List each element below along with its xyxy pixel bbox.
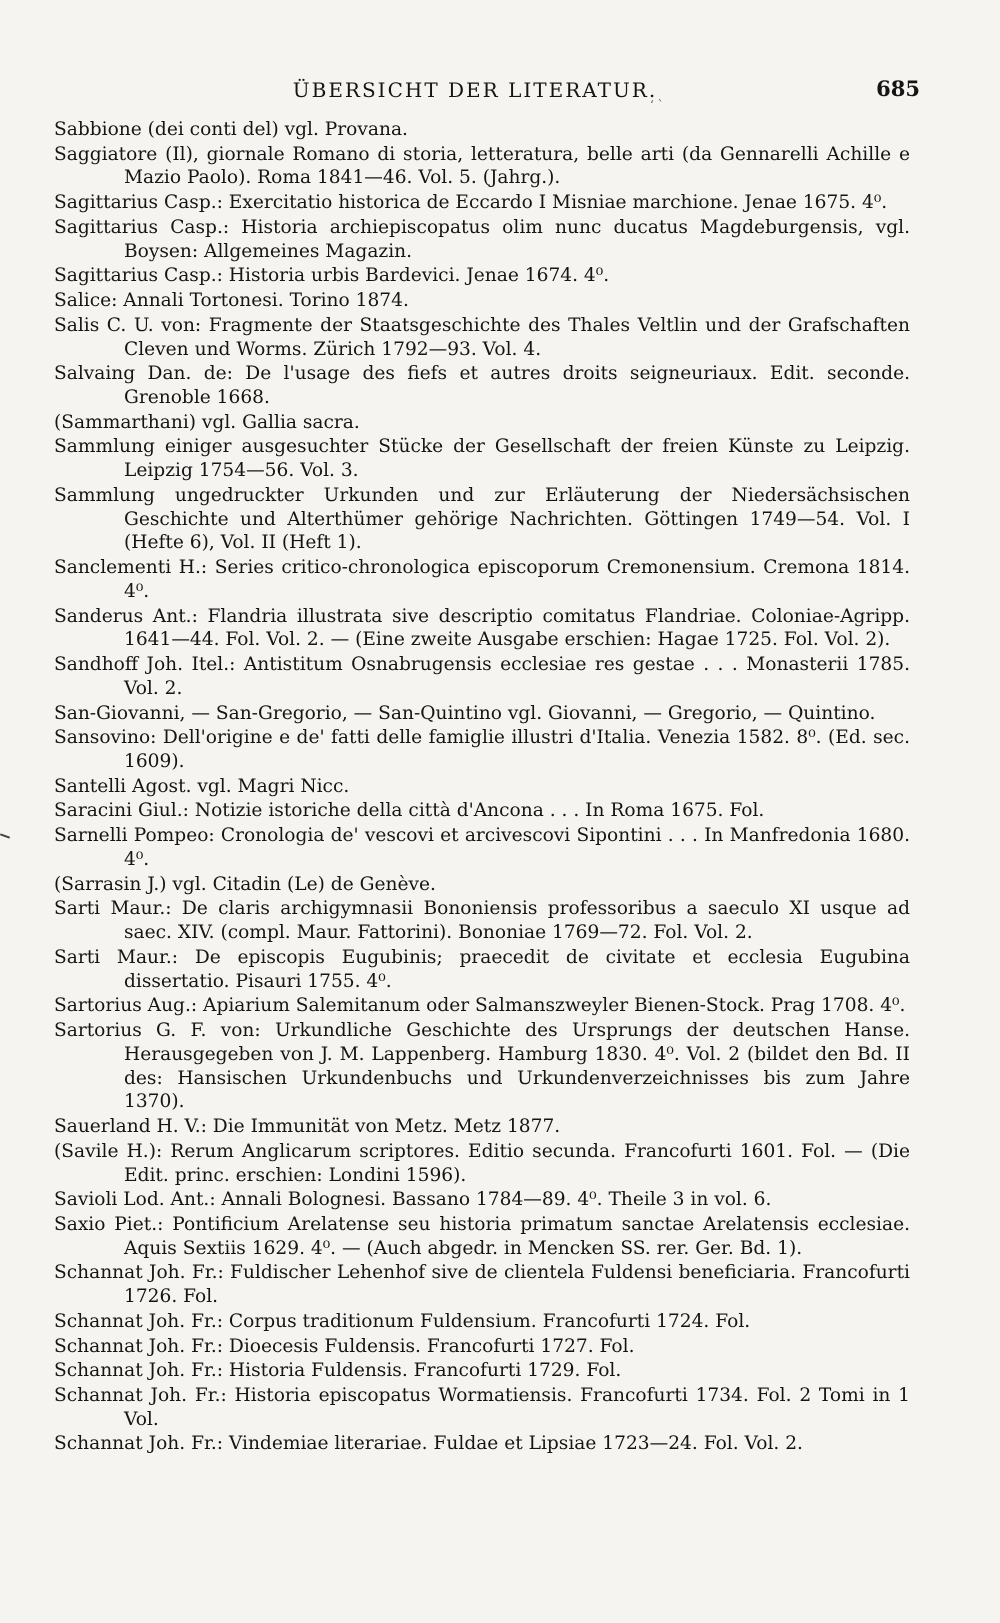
page-number: 685 [876, 76, 920, 101]
bibliography-entry: Sarti Maur.: De episcopis Eugubinis; praecedit de civitate et ecclesia Eugubina dissertatio. Pisauri 1755. 4⁰. [54, 946, 910, 992]
bibliography-entry: Schannat Joh. Fr.: Corpus traditionum Fuldensium. Francofurti 1724. Fol. [54, 1310, 751, 1332]
bibliography-entry: Sammlung einiger ausgesuchter Stücke der Gesellschaft der freien Künste zu Leipzig. Leipzig 1754—56. Vol. 3. [54, 436, 910, 482]
bibliography-entry: (Sarrasin J.) vgl. Citadin (Le) de Genève. [54, 873, 436, 895]
ink-speck: ‘ ˋ [650, 98, 664, 112]
bibliography-entry: Salice: Annali Tortonesi. Torino 1874. [54, 290, 409, 312]
bibliography-entry: Sanclementi H.: Series critico-chronologica episcoporum Cremonensium. Cremona 1814. 4⁰. [54, 557, 910, 602]
bibliography-entry: Saggiatore (Il), giornale Romano di storia, letteratura, belle arti (da Gennarelli Achille e Mazio Paolo). Roma 1841—46. Vol. 5. (Jahrg.). [54, 143, 910, 189]
bibliography-entry: Sansovino: Dell'origine e de' fatti delle famiglie illustri d'Italia. Venezia 1582. 8⁰. (Ed. sec. 1609). [54, 727, 910, 773]
margin-mark [0, 833, 10, 838]
bibliography-entry: Saxio Piet.: Pontificium Arelatense seu historia primatum sanctae Arelatensis ecclesiae. Aquis Sextiis 1629. 4⁰. — (Auch abgedr. in Mencken SS. rer. Ger. Bd. 1). [54, 1213, 910, 1259]
bibliography-entry: Sagittarius Casp.: Exercitatio historica de Eccardo I Misniae marchione. Jenae 1675. 4⁰. [54, 192, 888, 214]
bibliography-entry: Schannat Joh. Fr.: Dioecesis Fuldensis. Francofurti 1727. Fol. [54, 1335, 635, 1357]
bibliography-entry: Salvaing Dan. de: De l'usage des fiefs et autres droits seigneuriaux. Edit. seconde. Grenoble 1668. [54, 363, 910, 408]
bibliography-entry: Sabbione (dei conti del) vgl. Provana. [54, 119, 408, 140]
bibliography-entry: Sarti Maur.: De claris archigymnasii Bononiensis professoribus a saeculo XI usque ad saec. XIV. (compl. Maur. Fattorini). Bononiae 1769—72. Fol. Vol. 2. [54, 898, 910, 944]
bibliography-entry: Schannat Joh. Fr.: Historia episcopatus Wormatiensis. Francofurti 1734. Fol. 2 Tomi in 1 Vol. [54, 1384, 910, 1430]
running-title: ÜBERSICHT DER LITERATUR. [292, 78, 658, 102]
page-header [40, 70, 920, 112]
bibliography-entry: Sarnelli Pompeo: Cronologia de' vescovi et arcivescovi Sipontini . . . In Manfredonia 1680. 4⁰. [54, 825, 910, 870]
bibliography-entry: Schannat Joh. Fr.: Vindemiae literariae. Fuldae et Lipsiae 1723—24. Fol. Vol. 2. [54, 1433, 803, 1455]
bibliography-entry: Schannat Joh. Fr.: Historia Fuldensis. Francofurti 1729. Fol. [54, 1360, 622, 1382]
bibliography-entry: Savioli Lod. Ant.: Annali Bolognesi. Bassano 1784—89. 4⁰. Theile 3 in vol. 6. [54, 1189, 772, 1211]
bibliography-entry: Sartorius G. F. von: Urkundliche Geschichte des Ursprungs der deutschen Hanse. Herausgegeben von J. M. Lappenberg. Hamburg 1830. 4⁰. Vol. 2 (bildet den Bd. II des: Hansischen Urkundenbuchs und Urkundenverzeichnisses bis zum Jahre 1370). [54, 1019, 910, 1113]
bibliography-entry: Sandhoff Joh. Itel.: Antistitum Osnabrugensis ecclesiae res gestae . . . Monasterii 1785. Vol. 2. [54, 654, 910, 699]
bibliography-entry: (Savile H.): Rerum Anglicarum scriptores. Editio secunda. Francofurti 1601. Fol. — (Die Edit. princ. erschien: Londini 1596). [54, 1140, 910, 1186]
bibliography-entry: San-Giovanni, — San-Gregorio, — San-Quintino vgl. Giovanni, — Gregorio, — Quintino. [54, 702, 876, 724]
bibliography-entry: Saracini Giul.: Notizie istoriche della città d'Ancona . . . In Roma 1675. Fol. [54, 800, 765, 822]
bibliography-entry: Sammlung ungedruckter Urkunden und zur Erläuterung der Niedersächsischen Geschichte und Alterthümer gehörige Nachrichten. Göttingen 1749—54. Vol. I (Hefte 6), Vol. II (Heft 1). [54, 484, 910, 554]
bibliography-entry: Sagittarius Casp.: Historia urbis Bardevici. Jenae 1674. 4⁰. [54, 265, 610, 287]
bibliography-entry: Sanderus Ant.: Flandria illustrata sive descriptio comitatus Flandriae. Coloniae-Agripp. 1641—44. Fol. Vol. 2. — (Eine zweite Ausgabe erschien: Hagae 1725. Fol. Vol. 2). [54, 605, 910, 651]
bibliography-entry: Sartorius Aug.: Apiarium Salemitanum oder Salmanszweyler Bienen-Stock. Prag 1708. 4⁰. [54, 995, 906, 1017]
bibliography-entry: Sagittarius Casp.: Historia archiepiscopatus olim nunc ducatus Magdeburgensis, vgl. Boysen: Allgemeines Magazin. [54, 216, 910, 262]
bibliography-entry: Schannat Joh. Fr.: Fuldischer Lehenhof sive de clientela Fuldensi beneficiaria. Francofurti 1726. Fol. [54, 1262, 910, 1308]
bibliography-entry: (Sammarthani) vgl. Gallia sacra. [54, 411, 360, 433]
bibliography-entry: Sauerland H. V.: Die Immunität von Metz. Metz 1877. [54, 1116, 561, 1138]
bibliography-entry: Santelli Agost. vgl. Magri Nicc. [54, 775, 350, 797]
bibliography-entry: Salis C. U. von: Fragmente der Staatsgeschichte des Thales Veltlin und der Grafschaften Cleven und Worms. Zürich 1792—93. Vol. 4. [54, 314, 910, 360]
bibliography-list [54, 118, 910, 1457]
